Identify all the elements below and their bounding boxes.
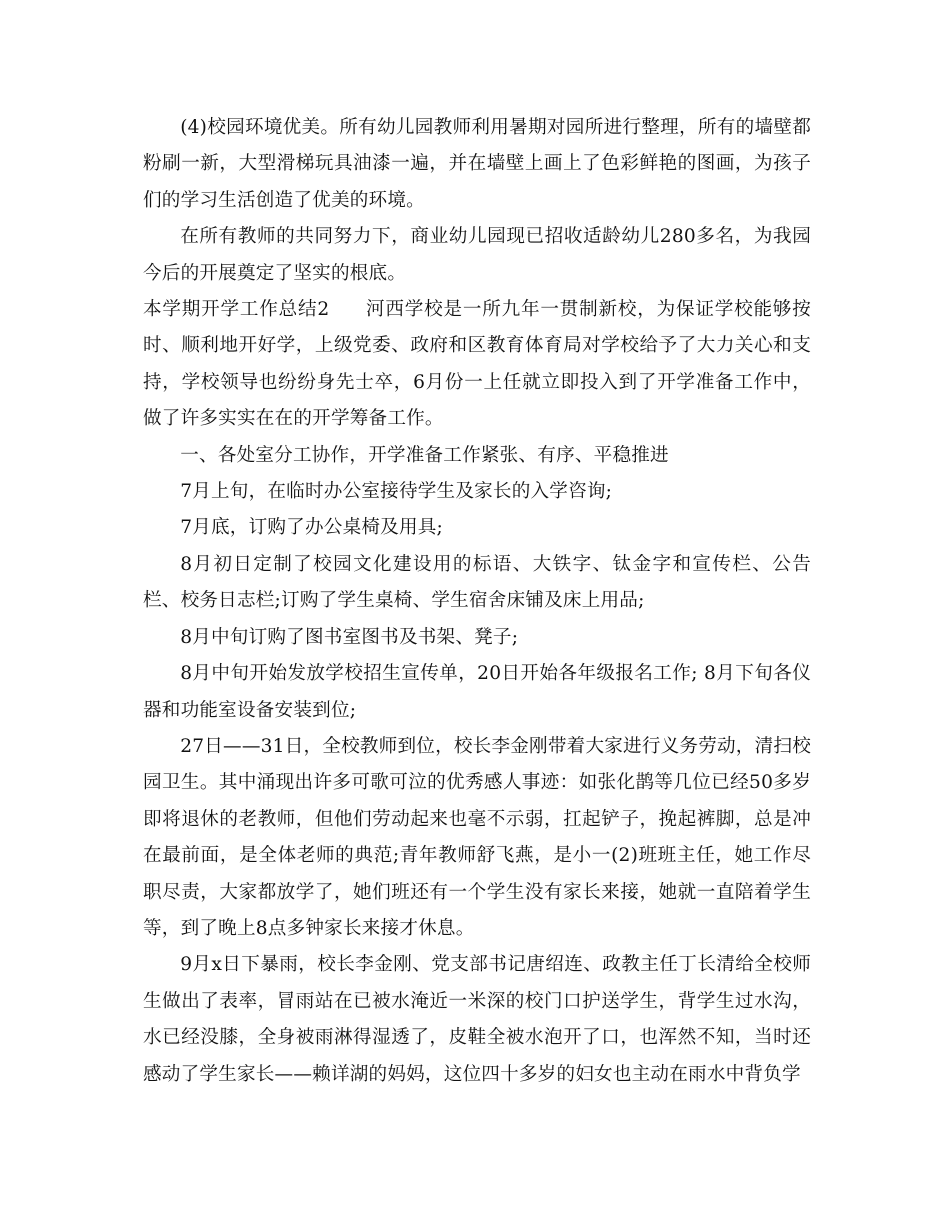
- paragraph-july-end: 7月底，订购了办公桌椅及用具;: [180, 517, 444, 539]
- paragraph-july-early: 7月上旬，在临时办公室接待学生及家长的入学咨询;: [180, 481, 613, 503]
- document-body: [143, 110, 811, 1093]
- paragraph-summary-2: [143, 292, 811, 438]
- paragraph-enrollment: 在所有教师的共同努力下，商业幼儿园现已招收适龄幼儿280多名，为我园今后的开展奠定了坚实的根底。: [143, 226, 811, 284]
- paragraph-campus-environment: (4)校园环境优美。所有幼儿园教师利用暑期对园所进行整理，所有的墙壁都粉刷一新，大型滑梯玩具油漆一遍，并在墙壁上画上了色彩鲜艳的图画，为孩子们的学习生活创造了优美的环境。: [143, 117, 811, 211]
- section-heading: 本学期开学工作总结2: [143, 299, 330, 321]
- paragraph-august-early: 8月初日定制了校园文化建设用的标语、大铁字、钛金字和宣传栏、公告栏、校务日志栏;订购了学生桌椅、学生宿舍床铺及床上用品;: [143, 553, 811, 612]
- paragraph-section-one-title: 一、各处室分工协作，开学准备工作紧张、有序、平稳推进: [180, 444, 669, 466]
- paragraph-september-rain: 9月x日下暴雨，校长李金刚、党支部书记唐绍连、政教主任丁长清给全校师生做出了表率，冒雨站在已被水淹近一米深的校门口护送学生，背学生过水沟，水已经没膝，全身被雨淋得湿透了，皮鞋全被水泡开了口，也浑然不知，当时还感动了学生家长——赖详湖的妈妈，这位四十多岁的妇女也主动在雨水中背负学: [143, 954, 811, 1085]
- paragraph-august-mid-enrollment: 8月中旬开始发放学校招生宣传单，20日开始各年级报名工作; 8月下旬各仪器和功能室设备安装到位;: [143, 663, 811, 721]
- paragraph-august-27-31: 27日——31日，全校教师到位，校长李金刚带着大家进行义务劳动，清扫校园卫生。其中涌现出许多可歌可泣的优秀感人事迹：如张化鹊等几位已经50多岁即将退休的老教师，但他们劳动起来也毫不示弱，扛起铲子，挽起裤脚，总是冲在最前面，是全体老师的典范;青年教师舒飞燕，是小一(2)班班主任，她工作尽职尽责，大家都放学了，她们班还有一个学生没有家长来接，她就一直陪着学生等，到了晚上8点多钟家长来接才休息。: [143, 735, 811, 939]
- section-intro-text: 河西学校是一所九年一贯制新校，为保证学校能够按时、顺利地开好学，上级党委、政府和区教育体育局对学校给予了大力关心和支持，学校领导也纷纷身先士卒，6月份一上任就立即投入到了开学准备工作中，做了许多实实在在的开学筹备工作。: [143, 299, 811, 430]
- paragraph-august-mid-books: 8月中旬订购了图书室图书及书架、凳子;: [180, 626, 519, 648]
